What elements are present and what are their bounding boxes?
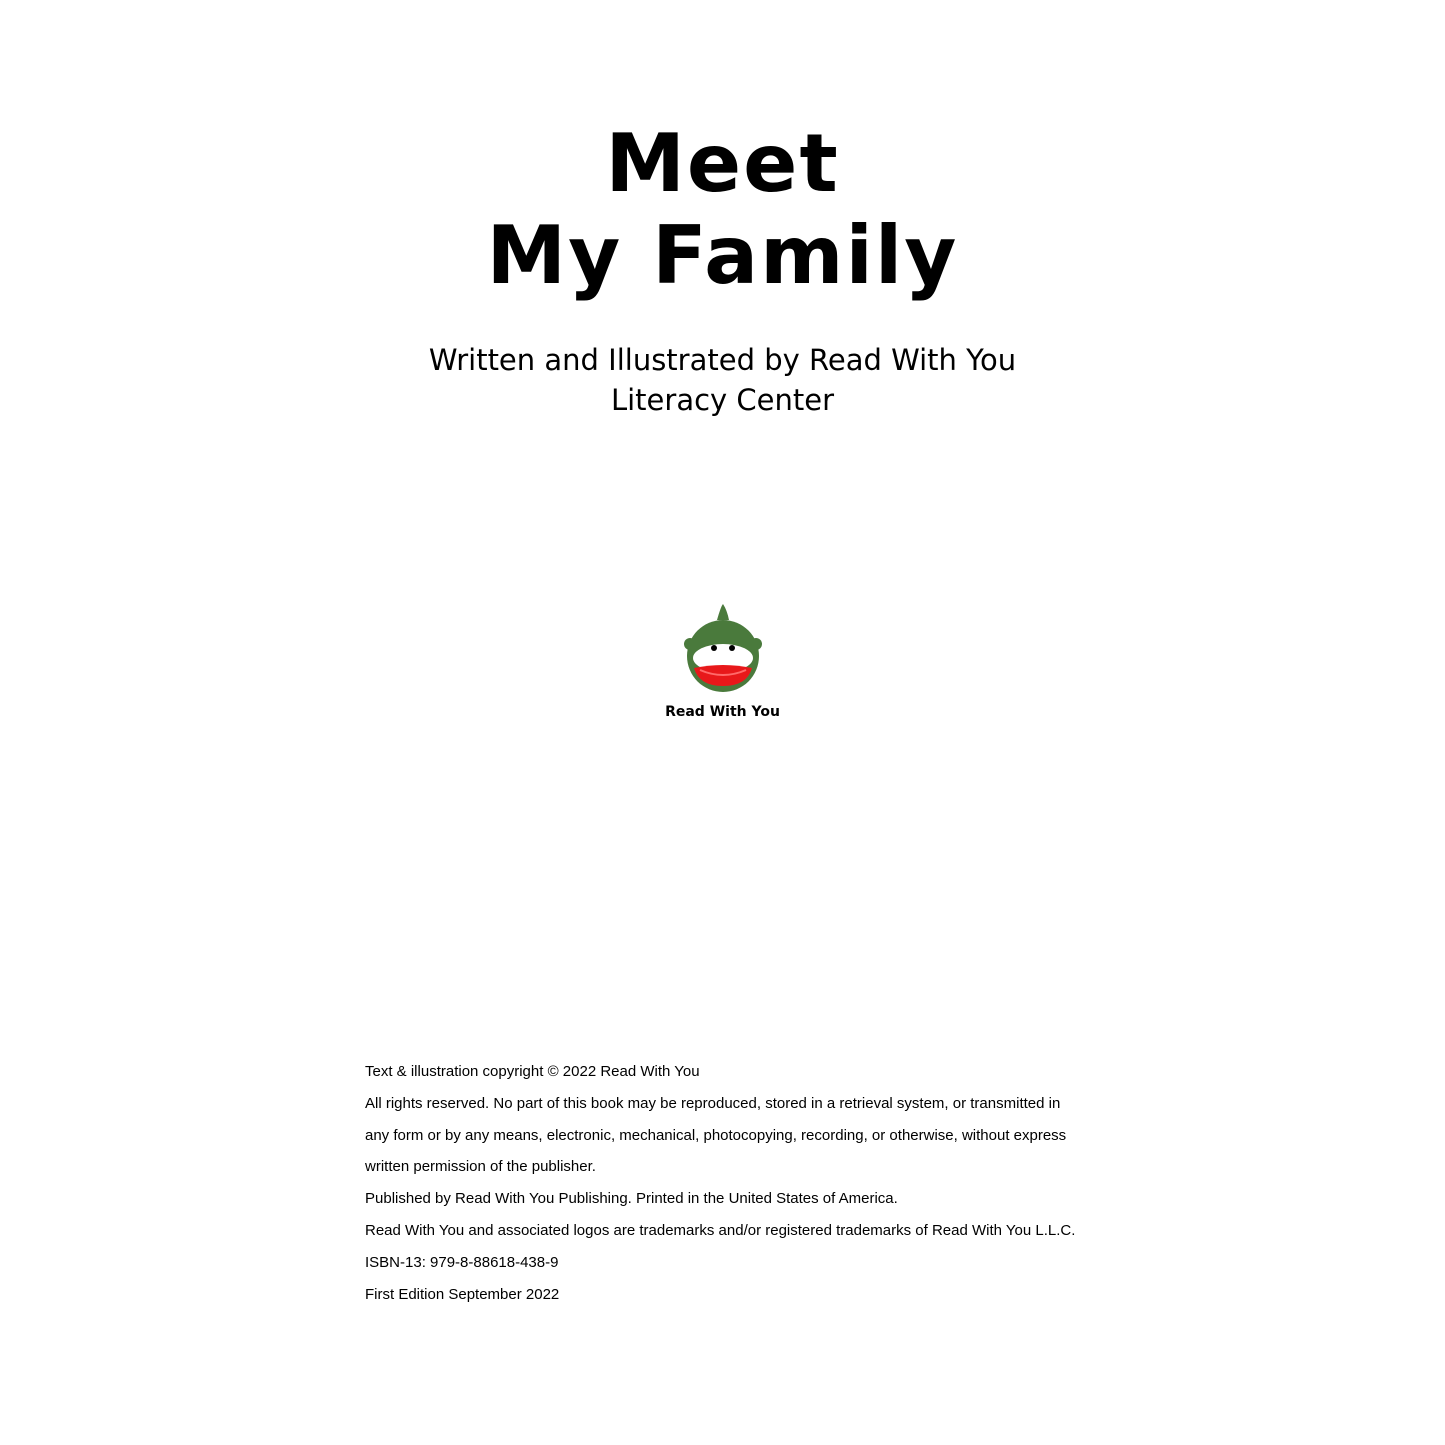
copyright-line: Published by Read With You Publishing. Printed in the United States of America.	[365, 1190, 898, 1208]
copyright-block	[365, 1056, 1125, 1310]
byline	[0, 340, 1445, 420]
byline-line-2: Literacy Center	[610, 383, 835, 417]
book-title	[0, 118, 1445, 302]
title-line-1: Meet	[605, 117, 840, 210]
title-line-2: My Family	[486, 209, 959, 302]
copyright-line: First Edition September 2022	[365, 1285, 560, 1303]
copyright-line: Read With You and associated logos are trademarks and/or registered trademarks of Read With You L.L.C.	[365, 1221, 1076, 1239]
copyright-line: Text & illustration copyright © 2022 Read With You	[365, 1063, 700, 1080]
copyright-line: any form or by any means, electronic, mechanical, photocopying, recording, or otherwise, without express	[365, 1126, 1067, 1144]
publisher-logo	[660, 604, 785, 720]
copyright-line: ISBN-13: 979-8-88618-438-9	[365, 1253, 559, 1271]
byline-line-1: Written and Illustrated by Read With You	[428, 343, 1017, 377]
copyright-line: written permission of the publisher.	[365, 1158, 596, 1176]
logo-text: Read With You	[665, 704, 780, 720]
copyright-line: All rights reserved. No part of this book may be reproduced, stored in a retrieval system, or transmitted in	[365, 1094, 1061, 1112]
sock-monkey-logo-icon	[683, 604, 763, 698]
